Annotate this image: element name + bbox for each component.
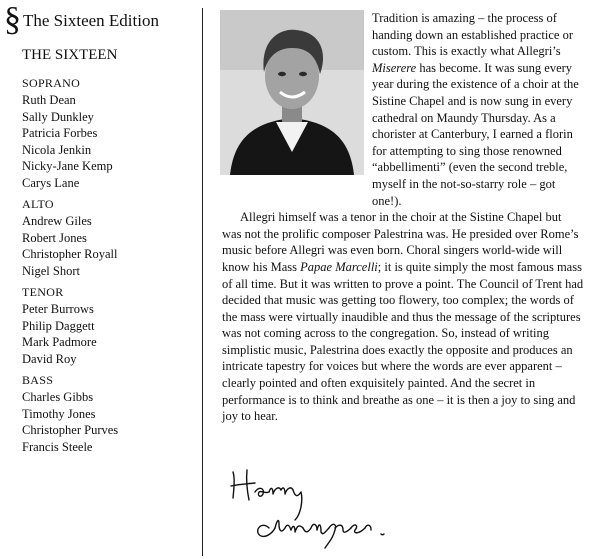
column-divider — [202, 8, 203, 556]
section-title: SOPRANO — [22, 76, 81, 90]
member-name: Nicola Jenkin — [22, 142, 92, 157]
ensemble-title: THE SIXTEEN — [22, 47, 118, 63]
member-name: Andrew Giles — [22, 214, 92, 228]
member-name: Christopher Royall — [22, 247, 118, 261]
section-alto — [22, 197, 118, 279]
member-name: Nigel Short — [22, 263, 80, 278]
member-name: Charles Gibbs — [22, 390, 94, 404]
member-name: Francis Steele — [22, 439, 93, 454]
photo-text-wrap-spacer — [222, 10, 366, 206]
series-title: The Sixteen Edition — [23, 11, 159, 30]
member-name: Robert Jones — [22, 230, 87, 245]
member-name: Timothy Jones — [22, 406, 96, 421]
member-name: Mark Padmore — [22, 335, 97, 349]
section-bass — [22, 373, 118, 455]
article-paragraph-1: Tradition is amazing – the process of handing down an established practice or custom. This is exactly what Allegri’s Miserere has become. It was sung every year during the existence of a choir at the Sistine Chapel and is now sung in every cathedral on Maundy Thursday. As a chorister at Canterbury, I earned a florin for attempting to sing those renowned “abbellimenti” (even the second treble, myself in the not-so-starry role – got one!). — [372, 11, 579, 208]
ensemble-roster — [0, 0, 202, 559]
section-tenor — [22, 285, 118, 367]
member-name: Carys Lane — [22, 175, 80, 190]
handwritten-signature — [225, 462, 415, 552]
signature-icon — [225, 462, 415, 552]
section-sign-logo-icon: § — [4, 1, 21, 38]
member-name: Christopher Purves — [22, 423, 119, 437]
member-name: Peter Burrows — [22, 302, 94, 316]
section-title: TENOR — [22, 285, 64, 299]
article-text — [222, 10, 584, 425]
section-title: ALTO — [22, 197, 54, 211]
voice-sections — [22, 76, 118, 461]
member-name: David Roy — [22, 351, 77, 366]
series-brand — [4, 1, 159, 38]
member-name: Philip Daggett — [22, 318, 95, 333]
member-name: Nicky-Jane Kemp — [22, 159, 113, 173]
member-name: Ruth Dean — [22, 93, 76, 107]
section-soprano — [22, 76, 118, 191]
article-paragraph-2: Allegri himself was a tenor in the choir at the Sistine Chapel but was not the prolific composer Palestrina was. He presided over Rome’s music before Allegri was even born. Choral singers world-wide will know his Mass Papae Marcelli; it is quite simply the most famous mass of all time. But it was written to prove a point. The Council of Trent had decided that music was getting too flowery, too complex; the words of the mass were virtually inaudible and thus the message of the scriptures was not coming across to the congregation. So, instead of writing simplistic music, Palestrina does exactly the opposite and produces an intricate tapestry for voices but where the words are ever apparent – clearly pointed and often exquisitely painted. And the secret in performance is to think and breathe as one – it is then a joy to sing and joy to hear. — [222, 210, 584, 424]
member-name: Sally Dunkley — [22, 109, 94, 124]
section-title: BASS — [22, 373, 54, 387]
member-name: Patricia Forbes — [22, 126, 98, 140]
